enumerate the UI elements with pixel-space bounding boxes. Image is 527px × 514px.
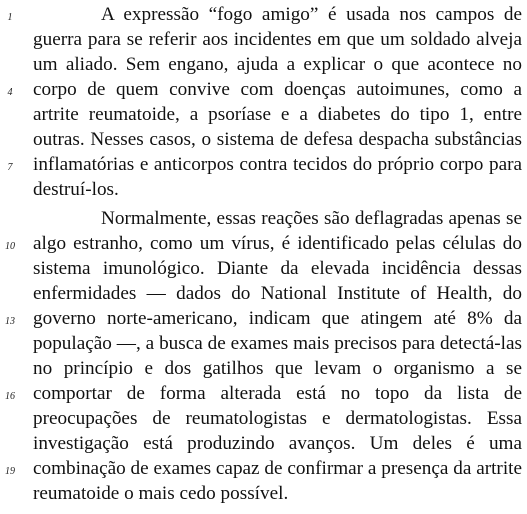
text-line [0, 406, 527, 431]
text-line [0, 2, 527, 27]
line-text: um aliado. Sem engano, ajuda a explicar o que acontece no [33, 54, 522, 75]
line-text: Normalmente, essas reações são deflagradas apenas se [101, 208, 522, 229]
line-number: 7 [7, 162, 13, 173]
line-text: algo estranho, como um vírus, é identificado pelas células do [33, 233, 522, 254]
line-text: no princípio e dos gatilhos que levam o organismo a se [33, 358, 522, 379]
line-number: 1 [7, 12, 13, 23]
line-text: destruí-los. [33, 179, 119, 200]
text-line [0, 381, 527, 406]
line-text: outras. Nesses casos, o sistema de defesa despacha substâncias [33, 129, 522, 150]
line-number: 4 [7, 87, 13, 98]
text-line [0, 27, 527, 52]
line-text: comportar de forma alterada está no topo da lista de [33, 383, 522, 404]
line-text: enfermidades — dados do National Institute of Health, do [33, 283, 522, 304]
text-line [0, 177, 527, 202]
line-text: guerra para se referir aos incidentes em que um soldado alveja [33, 29, 522, 50]
text-line [0, 306, 527, 331]
line-text: preocupações de reumatologistas e dermatologistas. Essa [33, 408, 522, 429]
line-text: investigação está produzindo avanços. Um deles é uma [33, 433, 522, 454]
text-line [0, 231, 527, 256]
text-line [0, 77, 527, 102]
line-number: 16 [5, 391, 15, 402]
line-text: sistema imunológico. Diante da elevada incidência dessas [33, 258, 522, 279]
line-text: população —, a busca de exames mais precisos para detectá-las [33, 333, 522, 354]
line-text: artrite reumatoide, a psoríase e a diabetes do tipo 1, entre [33, 104, 522, 125]
text-line [0, 206, 527, 231]
text-line [0, 256, 527, 281]
text-line [0, 102, 527, 127]
line-text: combinação de exames capaz de confirmar a presença da artrite [33, 458, 522, 479]
line-text: corpo de quem convive com doenças autoimunes, como a [33, 79, 522, 100]
text-line [0, 127, 527, 152]
line-text: reumatoide o mais cedo possível. [33, 483, 289, 504]
line-text: governo norte-americano, indicam que atingem até 8% da [33, 308, 522, 329]
text-line [0, 281, 527, 306]
line-number: 19 [5, 466, 15, 477]
text-line [0, 52, 527, 77]
text-line [0, 431, 527, 456]
line-text: inflamatórias e anticorpos contra tecidos do próprio corpo para [33, 154, 522, 175]
text-line [0, 481, 527, 506]
text-line [0, 331, 527, 356]
text-line [0, 356, 527, 381]
line-number: 13 [5, 316, 15, 327]
line-number: 10 [5, 241, 15, 252]
text-line [0, 456, 527, 481]
text-line [0, 152, 527, 177]
line-text: A expressão “fogo amigo” é usada nos campos de [101, 4, 522, 25]
